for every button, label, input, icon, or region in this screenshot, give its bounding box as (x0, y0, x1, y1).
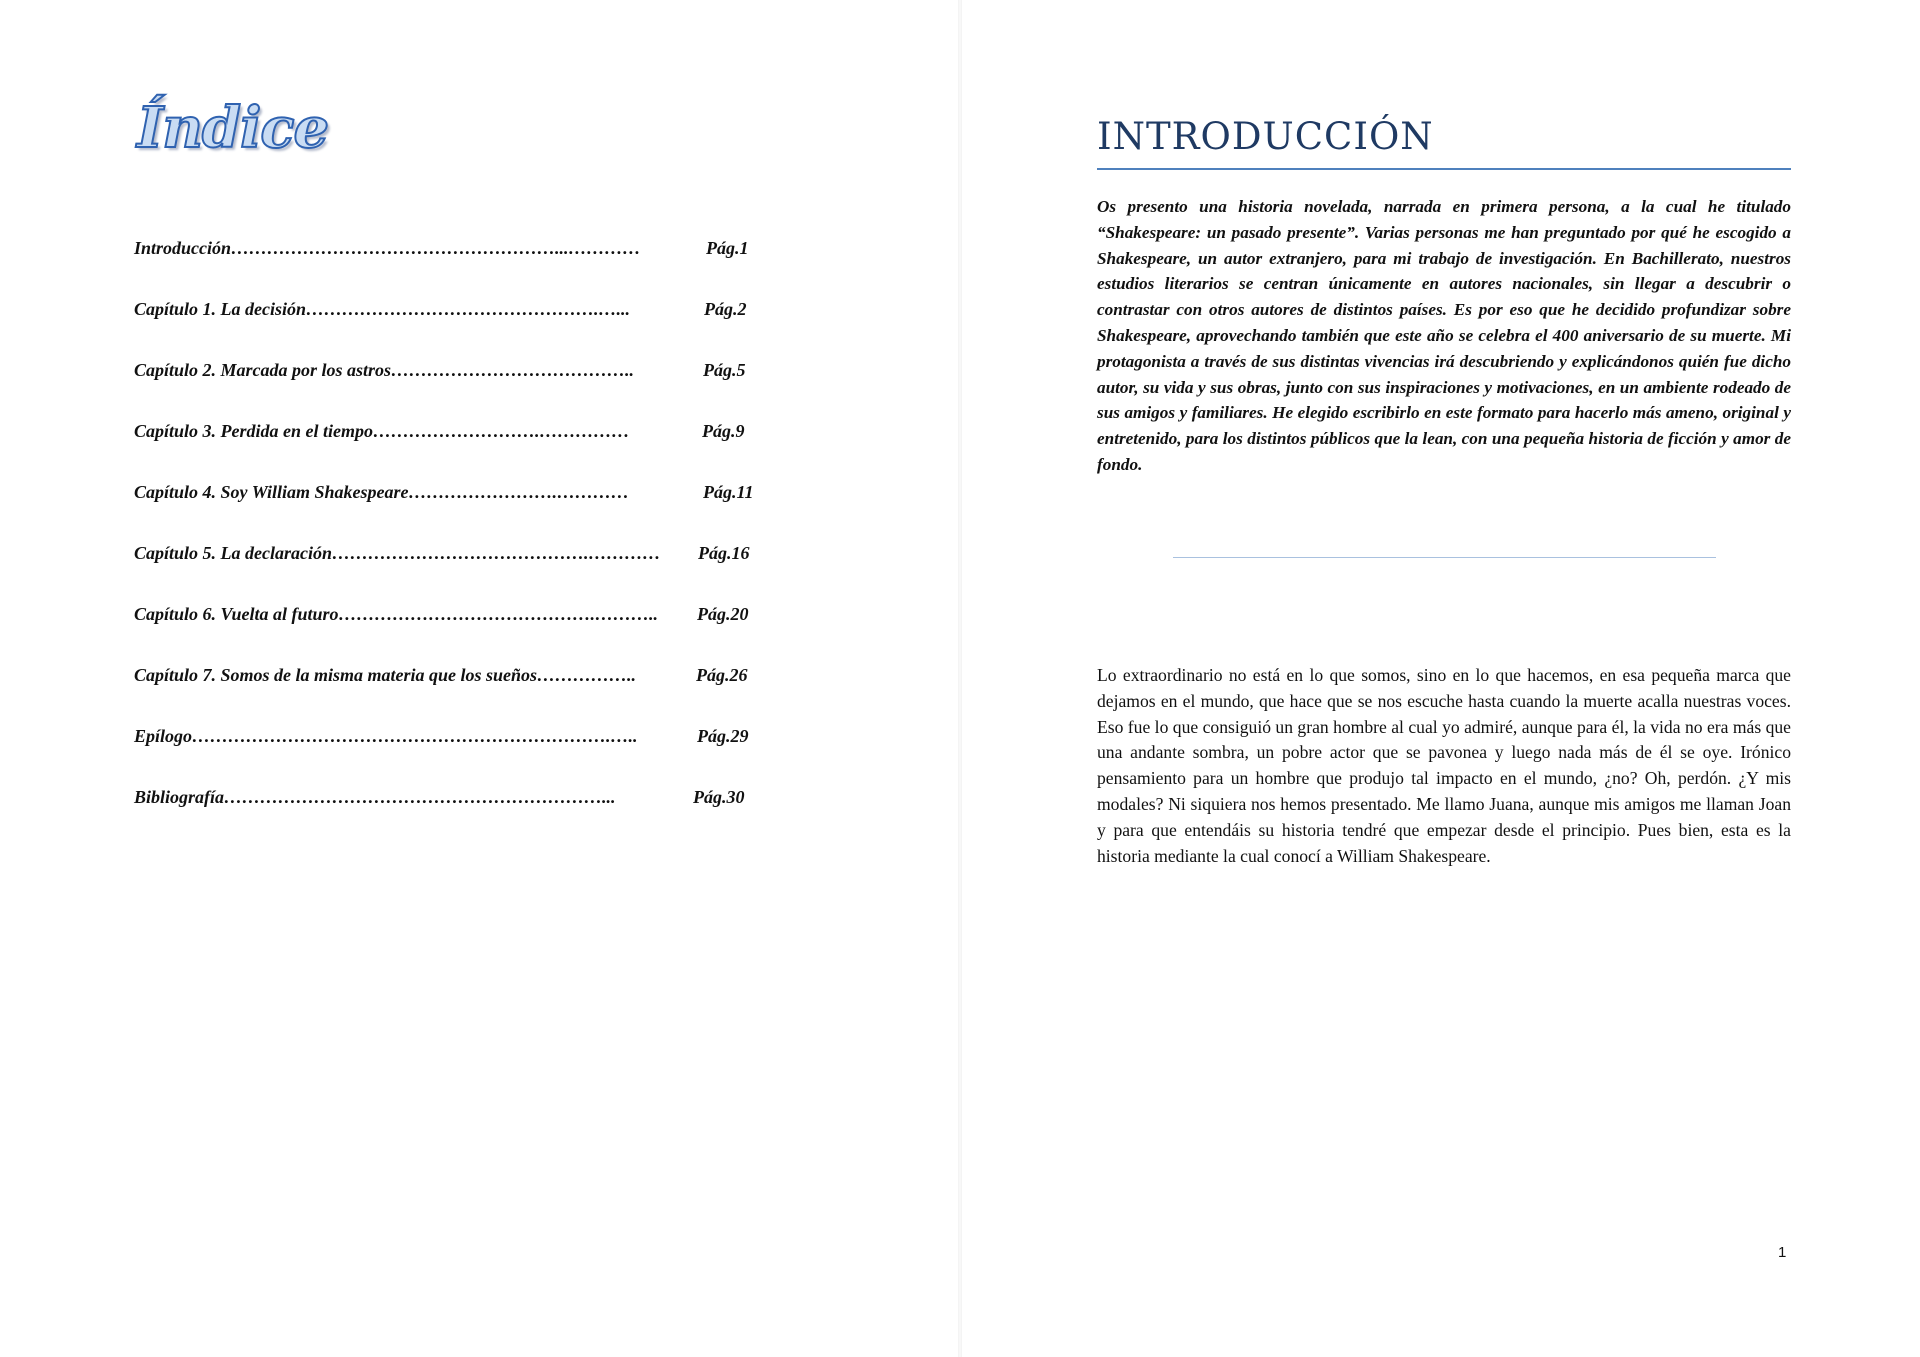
toc-entry-page: Pág.29 (697, 726, 749, 746)
toc-entry-text: Capítulo 6. Vuelta al futuro…………………………………….……….. (134, 604, 659, 624)
toc-entry (134, 604, 774, 665)
introduction-abstract: Os presento una historia novelada, narrada en primera persona, a la cual he titulado “Shakespeare: un pasado presente”. Varias personas me han preguntado por qué he escogido a Shakespeare, un autor extranjero, para mi trabajo de investigación. En Bachillerato, nuestros estudios literarios se centran únicamente en autores nacionales, sin llegar a descubrir o contrastar con otros autores de distintos países. Es por eso que he decidido profundizar sobre Shakespeare, aprovechando también que este año se celebra el 400 aniversario de su muerte. Mi protagonista a través de sus distintas vivencias irá descubriendo y explicándonos quién fue dicho autor, su vida y sus obras, junto con sus inspiraciones y motivaciones, en un ambiente rodeado de sus amigos y familiares. He elegido escribirlo en este formato para hacerlo más ameno, original y entretenido, para los distintos públicos que la lean, con una pequeña historia de ficción y amor de fondo. (1097, 197, 1791, 474)
toc-entry-page: Pág.1 (706, 238, 749, 258)
toc-entry-page: Pág.26 (696, 665, 748, 685)
table-of-contents (134, 238, 774, 848)
toc-entry (134, 543, 774, 604)
toc-entry-text: Bibliografía………………………………………………………... (134, 787, 616, 807)
toc-entry-page: Pág.16 (698, 543, 750, 563)
toc-entry (134, 787, 774, 848)
toc-entry (134, 360, 774, 421)
toc-entry (134, 421, 774, 482)
toc-entry-text: Capítulo 5. La declaración…………………………………….………… (134, 543, 661, 563)
toc-entry-text: Introducción………………………………………………...………… (134, 238, 641, 258)
toc-entry (134, 482, 774, 543)
introduction-body: Lo extraordinario no está en lo que somos, sino en lo que hacemos, en esa pequeña marca que dejamos en el mundo, que hace que se nos escuche hasta cuando la muerte acalla nuestras voces. Eso fue lo que consiguió un gran hombre al cual yo admiré, aunque para él, la vida no era más que una andante sombra, un pobre actor que se pavonea y luego nada más de él se oye. Irónico pensamiento para un hombre que produjo tal impacto en el mundo, ¿no? Oh, perdón. ¿Y mis modales? Ni siquiera nos hemos presentado. Me llamo Juana, aunque mis amigos me llaman Joan y para que entendáis su historia tendré que empezar desde el principio. Pues bien, esta es la historia mediante la cual conocí a William Shakespeare. (1097, 665, 1791, 866)
toc-entry (134, 665, 774, 726)
toc-entry-text: Capítulo 1. La decisión………………………………………….…... (134, 299, 631, 319)
section-divider (1173, 557, 1716, 558)
title-underline (1097, 168, 1791, 170)
toc-entry-text: Epílogo…………………………………………………………….….. (134, 726, 638, 746)
toc-entry-page: Pág.9 (702, 421, 745, 441)
left-page (0, 0, 958, 1357)
introduction-title: INTRODUCCIÓN (1097, 115, 1434, 158)
toc-entry (134, 238, 774, 299)
index-title: Índice (137, 95, 329, 161)
toc-entry-text: Capítulo 7. Somos de la misma materia que los sueños…………….. (134, 665, 637, 685)
toc-entry-page: Pág.20 (697, 604, 749, 624)
toc-entry-page: Pág.30 (693, 787, 745, 807)
toc-entry (134, 726, 774, 787)
toc-entry-page: Pág.2 (704, 299, 747, 319)
toc-entry-text: Capítulo 4. Soy William Shakespeare…………………….………… (134, 482, 630, 502)
toc-entry-text: Capítulo 2. Marcada por los astros………………………………….. (134, 360, 635, 380)
toc-entry-page: Pág.11 (703, 482, 754, 502)
page-number: 1 (1778, 1244, 1787, 1261)
toc-entry-text: Capítulo 3. Perdida en el tiempo……………………….…………… (134, 421, 630, 441)
toc-entry (134, 299, 774, 360)
toc-entry-page: Pág.5 (703, 360, 746, 380)
